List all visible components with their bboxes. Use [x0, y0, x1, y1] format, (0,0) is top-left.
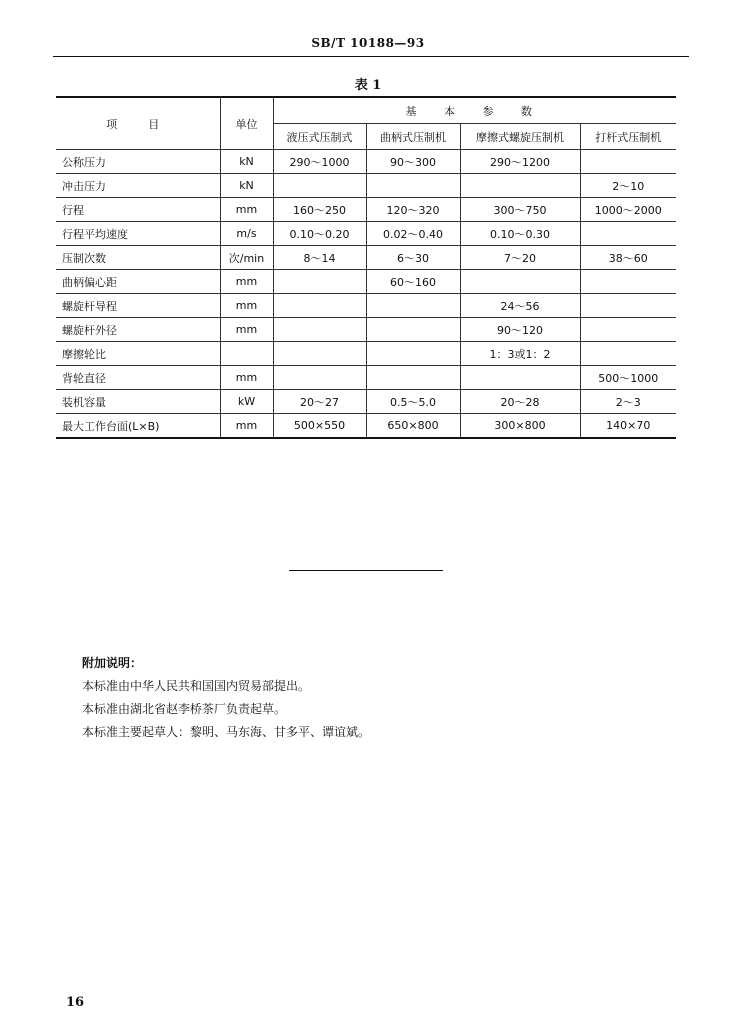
row-unit: mm	[220, 414, 273, 439]
table-cell: 290～1200	[460, 150, 580, 174]
table-cell	[273, 366, 366, 390]
row-label: 行程	[56, 198, 220, 222]
table-cell: 38～60	[580, 246, 676, 270]
note-line: 本标准由湖北省赵李桥茶厂负责起草。	[82, 702, 287, 716]
column-header-unit: 单位	[220, 97, 273, 150]
table-cell	[273, 318, 366, 342]
column-header-machine: 摩擦式螺旋压制机	[460, 124, 580, 150]
row-unit	[220, 342, 273, 366]
row-unit: 次/min	[220, 246, 273, 270]
table-cell	[580, 150, 676, 174]
column-header-machine: 液压式压制式	[273, 124, 366, 150]
table-cell: 500～1000	[580, 366, 676, 390]
row-label: 螺旋杆外径	[56, 318, 220, 342]
row-unit: mm	[220, 198, 273, 222]
row-label: 装机容量	[56, 390, 220, 414]
table-row	[56, 150, 676, 174]
table-row	[56, 366, 676, 390]
table-cell	[273, 342, 366, 366]
table-row	[56, 222, 676, 246]
table-row	[56, 294, 676, 318]
table-cell	[273, 174, 366, 198]
row-label: 曲柄偏心距	[56, 270, 220, 294]
row-label: 压制次数	[56, 246, 220, 270]
table-cell: 90～120	[460, 318, 580, 342]
table-cell: 2～3	[580, 390, 676, 414]
row-label: 行程平均速度	[56, 222, 220, 246]
page-number: 16	[66, 995, 85, 1010]
row-unit: mm	[220, 270, 273, 294]
table-row	[56, 342, 676, 366]
table-cell	[460, 270, 580, 294]
table-cell	[273, 270, 366, 294]
table-cell: 20～28	[460, 390, 580, 414]
table-cell: 8～14	[273, 246, 366, 270]
table-cell: 0.10～0.30	[460, 222, 580, 246]
table-row	[56, 270, 676, 294]
note-line: 本标准主要起草人：黎明、马东海、甘多平、谭谊斌。	[82, 725, 371, 739]
row-label: 公称压力	[56, 150, 220, 174]
table-cell: 1000～2000	[580, 198, 676, 222]
table-row	[56, 414, 676, 439]
column-group-header: 基 本 参 数	[273, 97, 676, 124]
table-cell	[580, 222, 676, 246]
notes-section	[82, 652, 370, 744]
table-cell: 6～30	[366, 246, 460, 270]
row-label: 螺旋杆导程	[56, 294, 220, 318]
header-rule	[53, 56, 689, 57]
row-unit: m/s	[220, 222, 273, 246]
row-unit: kW	[220, 390, 273, 414]
table-cell: 7～20	[460, 246, 580, 270]
table-cell	[366, 318, 460, 342]
table-cell: 650×800	[366, 414, 460, 439]
table-cell: 290～1000	[273, 150, 366, 174]
table-cell: 160～250	[273, 198, 366, 222]
note-line: 本标准由中华人民共和国国内贸易部提出。	[82, 679, 311, 693]
table-cell	[460, 174, 580, 198]
table-cell	[366, 294, 460, 318]
table-cell: 300×800	[460, 414, 580, 439]
row-unit: mm	[220, 294, 273, 318]
table-cell: 24～56	[460, 294, 580, 318]
parameters-table	[56, 96, 676, 439]
table-cell	[366, 366, 460, 390]
table-cell: 0.5～5.0	[366, 390, 460, 414]
table-cell: 20～27	[273, 390, 366, 414]
row-label: 摩擦轮比	[56, 342, 220, 366]
row-unit: kN	[220, 174, 273, 198]
table-cell: 2～10	[580, 174, 676, 198]
table-row	[56, 318, 676, 342]
column-header-machine: 曲柄式压制机	[366, 124, 460, 150]
table-cell: 0.10～0.20	[273, 222, 366, 246]
table-cell	[580, 270, 676, 294]
table-cell: 1：3或1：2	[460, 342, 580, 366]
notes-title: 附加说明：	[82, 656, 143, 670]
table-caption: 表 1	[354, 78, 382, 93]
table-cell: 90～300	[366, 150, 460, 174]
row-label: 最大工作台面(L×B)	[56, 414, 220, 439]
table-cell	[460, 366, 580, 390]
column-header-item: 项 目	[56, 97, 220, 150]
row-label: 冲击压力	[56, 174, 220, 198]
table-cell	[580, 294, 676, 318]
table-cell: 120～320	[366, 198, 460, 222]
table-cell	[366, 342, 460, 366]
row-unit: mm	[220, 366, 273, 390]
table-cell: 300～750	[460, 198, 580, 222]
table-cell: 140×70	[580, 414, 676, 439]
row-label: 背轮直径	[56, 366, 220, 390]
table-cell	[580, 342, 676, 366]
row-unit: mm	[220, 318, 273, 342]
table-cell: 60～160	[366, 270, 460, 294]
table-cell: 0.02～0.40	[366, 222, 460, 246]
table-cell	[580, 318, 676, 342]
table-header-row	[56, 97, 676, 124]
table-row	[56, 174, 676, 198]
document-code: SB/T 10188—93	[311, 36, 425, 50]
table-row	[56, 390, 676, 414]
row-unit: kN	[220, 150, 273, 174]
table-cell	[366, 174, 460, 198]
table-row	[56, 246, 676, 270]
column-header-machine: 打杆式压制机	[580, 124, 676, 150]
table-row	[56, 198, 676, 222]
table-cell: 500×550	[273, 414, 366, 439]
table-cell	[273, 294, 366, 318]
section-divider	[289, 570, 443, 571]
